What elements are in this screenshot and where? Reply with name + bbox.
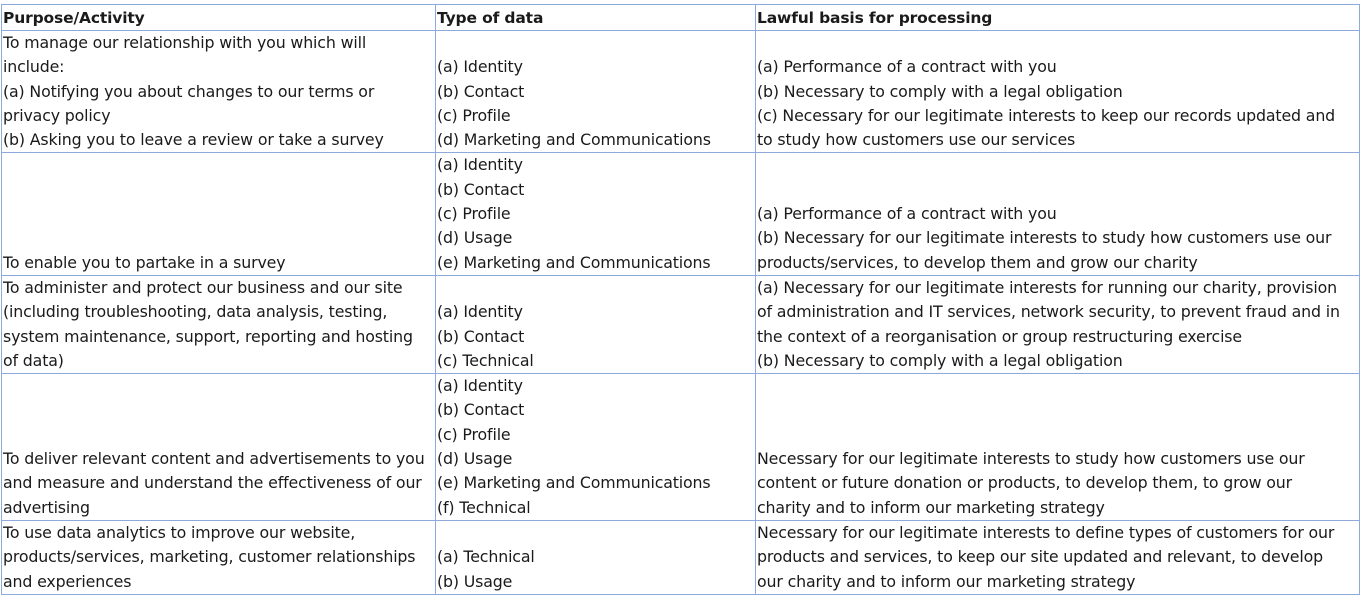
text-line: (b) Necessary to comply with a legal obligation	[757, 81, 1123, 101]
text-line: Necessary for our legitimate interests to define types of customers for our	[757, 522, 1335, 542]
text-line: (b) Necessary for our legitimate interests to study how customers use our	[757, 228, 1332, 248]
text-line: and experiences	[3, 571, 132, 591]
text-line: To enable you to partake in a survey	[3, 252, 286, 272]
purpose-cell	[2, 31, 436, 153]
text-line: (b) Contact	[437, 81, 525, 101]
text-line: (a) Identity	[437, 57, 523, 77]
text-line: (a) Necessary for our legitimate interests for running our charity, provision	[757, 277, 1337, 297]
table-row	[2, 31, 1360, 153]
text-line: (b) Contact	[437, 400, 525, 420]
type-cell	[436, 31, 756, 153]
purpose-cell	[2, 520, 436, 594]
text-line: (e) Marketing and Communications	[437, 473, 711, 493]
text-line: To deliver relevant content and advertisements to you	[3, 449, 425, 469]
text-line: to study how customers use our services	[757, 130, 1076, 150]
text-line: To administer and protect our business and our site	[3, 277, 403, 297]
text-line: (b) Usage	[437, 571, 513, 591]
text-line: content or future donation or products, to develop them, to grow our	[757, 473, 1293, 493]
text-line: (b) Asking you to leave a review or take a survey	[3, 130, 384, 150]
text-line: products and services, to keep our site updated and relevant, to develop	[757, 547, 1323, 567]
text-line: (a) Identity	[437, 155, 523, 175]
type-cell	[436, 153, 756, 275]
text-line: To manage our relationship with you which will	[3, 33, 367, 52]
text-line: products/services, to develop them and grow our charity	[757, 252, 1198, 272]
basis-cell	[756, 153, 1360, 275]
text-line: include:	[3, 57, 65, 77]
text-line: (including troubleshooting, data analysis, testing,	[3, 302, 388, 322]
text-line: (a) Technical	[437, 547, 535, 567]
basis-cell	[756, 275, 1360, 373]
header-purpose: Purpose/Activity	[2, 5, 436, 31]
text-line: (b) Contact	[437, 179, 525, 199]
text-line: (e) Marketing and Communications	[437, 252, 711, 272]
text-line: privacy policy	[3, 105, 111, 125]
lawful-basis-table	[1, 4, 1360, 595]
header-row	[2, 5, 1360, 31]
table-row	[2, 275, 1360, 373]
type-cell	[436, 520, 756, 594]
text-line: (c) Profile	[437, 105, 511, 125]
text-line: (a) Performance of a contract with you	[757, 57, 1057, 77]
text-line: charity and to inform our marketing strategy	[757, 497, 1105, 517]
text-line: (d) Usage	[437, 449, 513, 469]
text-line: our charity and to inform our marketing strategy	[757, 571, 1136, 591]
text-line: the context of a reorganisation or group restructuring exercise	[757, 326, 1242, 346]
text-line: of administration and IT services, network security, to prevent fraud and in	[757, 302, 1340, 322]
table-row	[2, 153, 1360, 275]
purpose-cell	[2, 275, 436, 373]
text-line: system maintenance, support, reporting and hosting	[3, 326, 413, 346]
text-line: Necessary for our legitimate interests to study how customers use our	[757, 449, 1305, 469]
text-line: (a) Identity	[437, 302, 523, 322]
text-line: (a) Identity	[437, 376, 523, 396]
type-cell	[436, 275, 756, 373]
header-type-of-data: Type of data	[436, 5, 756, 31]
purpose-cell	[2, 153, 436, 275]
header-lawful-basis: Lawful basis for processing	[756, 5, 1360, 31]
purpose-cell	[2, 374, 436, 521]
basis-cell	[756, 31, 1360, 153]
text-line: (f) Technical	[437, 497, 531, 517]
text-line: (c) Technical	[437, 350, 534, 370]
text-line: advertising	[3, 497, 90, 517]
basis-cell	[756, 374, 1360, 521]
text-line: (a) Performance of a contract with you	[757, 204, 1057, 224]
table-row	[2, 374, 1360, 521]
text-line: (a) Notifying you about changes to our terms or	[3, 81, 375, 101]
text-line: (c) Necessary for our legitimate interests to keep our records updated and	[757, 105, 1336, 125]
type-cell	[436, 374, 756, 521]
text-line: (d) Usage	[437, 228, 513, 248]
text-line: (c) Profile	[437, 204, 511, 224]
text-line: of data)	[3, 350, 64, 370]
text-line: (b) Necessary to comply with a legal obligation	[757, 350, 1123, 370]
text-line: (d) Marketing and Communications	[437, 130, 711, 150]
text-line: To use data analytics to improve our website,	[3, 522, 356, 542]
text-line: (b) Contact	[437, 326, 525, 346]
basis-cell	[756, 520, 1360, 594]
text-line: and measure and understand the effectiveness of our	[3, 473, 422, 493]
text-line: products/services, marketing, customer relationships	[3, 547, 416, 567]
text-line: (c) Profile	[437, 424, 511, 444]
table-row	[2, 520, 1360, 594]
